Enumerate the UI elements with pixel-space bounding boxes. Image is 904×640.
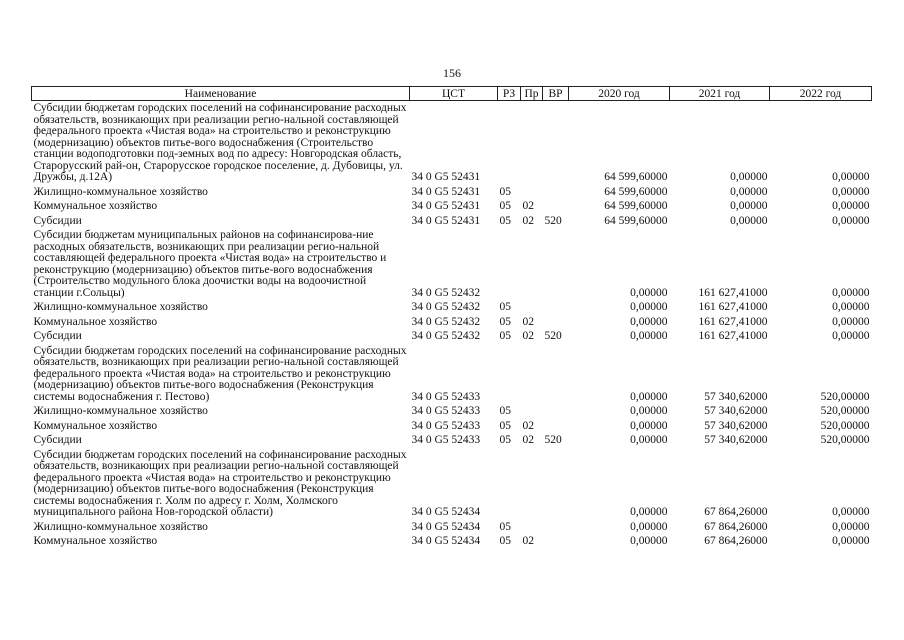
table-row	[32, 228, 872, 300]
row-2020-cell: 0,00000	[630, 315, 668, 328]
row-2021-cell: 57 340,62000	[704, 434, 768, 446]
row-2022-cell: 0,00000	[832, 315, 870, 328]
row-rz-cell: 05	[499, 185, 511, 198]
row-cst-cell: 34 0 G5 52434	[411, 506, 481, 518]
table-row	[32, 534, 872, 549]
table-row	[32, 404, 872, 419]
table-header-row	[32, 87, 872, 101]
row-2020-cell: 0,00000	[630, 286, 668, 299]
row-rz-cell: 05	[499, 419, 511, 432]
budget-table	[31, 86, 872, 549]
row-2022-cell: 0,00000	[832, 301, 870, 313]
row-2022-cell: 520,00000	[820, 390, 870, 403]
row-name-cell: Субсидии бюджетам городских поселений на софинансирование расходных обязательств, возникающих при реализации регио-нальной составляющей федерального проекта «Чистая вода» на строительство и реконструкцию (модернизацию) объектов питье-вого водоснабжения (Реконструкция системы водоснабжения г. Холм по адресу г. Холм, Холмского муниципального района Нов-городской области)	[33, 448, 407, 518]
row-2022-cell: 0,00000	[832, 200, 870, 212]
row-name-cell: Субсидии	[33, 434, 82, 446]
row-cst-cell: 34 0 G5 52432	[411, 301, 481, 313]
row-vr-cell	[543, 448, 569, 520]
row-cst-cell: 34 0 G5 52434	[411, 535, 481, 547]
row-2021-cell: 0,00000	[730, 200, 768, 212]
row-cst-cell: 34 0 G5 52433	[411, 434, 481, 446]
row-pr-cell: 02	[522, 434, 534, 446]
table-row	[32, 448, 872, 520]
column-header-name: Наименование	[32, 87, 410, 101]
row-2021-cell: 57 340,62000	[704, 419, 768, 432]
row-pr-cell: 02	[522, 330, 534, 342]
row-vr-cell: 520	[544, 434, 562, 446]
row-pr-cell: 02	[522, 200, 534, 212]
row-2020-cell: 0,00000	[630, 419, 668, 432]
row-name-cell: Коммунальное хозяйство	[33, 535, 158, 547]
row-vr-cell	[543, 185, 569, 200]
row-rz-cell	[498, 448, 521, 520]
row-rz-cell: 05	[499, 434, 511, 446]
row-name-cell: Субсидии бюджетам городских поселений на софинансирование расходных обязательств, возникающих при реализации регио-нальной составляющей федерального проекта «Чистая вода» на строительство и реконструкцию (модернизацию) объектов питье-вого водоснабжения (Реконструкция системы водоснабжения г. Пестово)	[33, 344, 407, 403]
row-vr-cell	[543, 101, 569, 185]
row-rz-cell: 05	[499, 315, 511, 328]
table-row	[32, 300, 872, 315]
table-body	[32, 101, 872, 549]
row-2020-cell: 0,00000	[630, 506, 668, 518]
page-number: 156	[443, 66, 461, 80]
row-name-cell: Субсидии	[33, 214, 82, 227]
column-header-cst: ЦСТ	[410, 87, 498, 101]
row-2020-cell: 0,00000	[630, 405, 668, 417]
row-name-cell: Субсидии	[33, 330, 82, 342]
row-2022-cell: 0,00000	[832, 330, 870, 342]
row-name-cell: Коммунальное хозяйство	[33, 200, 158, 212]
row-rz-cell: 05	[499, 301, 511, 313]
row-cst-cell: 34 0 G5 52432	[411, 330, 481, 342]
column-header-vr: ВР	[543, 87, 569, 101]
column-header-pr: Пр	[521, 87, 543, 101]
row-vr-cell: 520	[544, 214, 562, 227]
row-2021-cell: 0,00000	[730, 185, 768, 198]
row-name-cell: Жилищно-коммунальное хозяйство	[33, 185, 208, 198]
table-row	[32, 185, 872, 200]
row-rz-cell	[498, 228, 521, 300]
row-2021-cell: 67 864,26000	[704, 535, 768, 547]
row-cst-cell: 34 0 G5 52434	[411, 520, 481, 533]
row-cst-cell: 34 0 G5 52431	[411, 200, 481, 212]
row-cst-cell: 34 0 G5 52432	[411, 315, 481, 328]
row-2021-cell: 57 340,62000	[704, 390, 768, 403]
row-2020-cell: 64 599,60000	[604, 214, 668, 227]
table-row	[32, 329, 872, 344]
table-row	[32, 419, 872, 434]
row-2022-cell: 0,00000	[832, 171, 870, 183]
row-2022-cell: 0,00000	[832, 535, 870, 547]
row-2021-cell: 67 864,26000	[704, 506, 768, 518]
row-rz-cell: 05	[499, 535, 511, 547]
row-2021-cell: 67 864,26000	[704, 520, 768, 533]
column-header-rz: РЗ	[498, 87, 521, 101]
row-2020-cell: 0,00000	[630, 390, 668, 403]
row-name-cell: Субсидии бюджетам городских поселений на софинансирование расходных обязательств, возникающих при реализации регио-нальной составляющей федерального проекта «Чистая вода» на строительство и реконструкцию (модернизацию) объектов питье-вого водоснабжения (Строительство станции водоподготовки под-земных вод по адресу: Новгородская область, Старорусский рай-он, Старорусское городское поселение, д. Дубовицы, ул. Дружбы, д.12А)	[33, 102, 407, 183]
row-rz-cell: 05	[499, 200, 511, 212]
row-2022-cell: 520,00000	[820, 419, 870, 432]
row-pr-cell	[521, 101, 543, 185]
row-2022-cell: 520,00000	[820, 434, 870, 446]
row-cst-cell: 34 0 G5 52431	[411, 185, 481, 198]
row-rz-cell: 05	[499, 520, 511, 533]
row-vr-cell	[543, 344, 569, 405]
row-rz-cell: 05	[499, 405, 511, 417]
table-row	[32, 433, 872, 448]
row-rz-cell: 05	[499, 330, 511, 342]
row-2021-cell: 57 340,62000	[704, 405, 768, 417]
row-name-cell: Коммунальное хозяйство	[33, 315, 158, 328]
table-row	[32, 214, 872, 229]
row-pr-cell	[521, 300, 543, 315]
row-2020-cell: 0,00000	[630, 301, 668, 313]
table-row	[32, 520, 872, 535]
row-2020-cell: 0,00000	[630, 535, 668, 547]
row-pr-cell: 02	[522, 214, 534, 227]
row-2020-cell: 0,00000	[630, 434, 668, 446]
row-2020-cell: 64 599,60000	[604, 200, 668, 212]
row-2021-cell: 161 627,41000	[698, 330, 768, 342]
row-rz-cell	[498, 101, 521, 185]
row-cst-cell: 34 0 G5 52431	[411, 214, 481, 227]
row-cst-cell: 34 0 G5 52432	[411, 286, 481, 299]
table-row	[32, 344, 872, 405]
row-2020-cell: 0,00000	[630, 330, 668, 342]
row-pr-cell	[521, 185, 543, 200]
row-vr-cell	[543, 315, 569, 330]
row-vr-cell	[543, 300, 569, 315]
row-2022-cell: 0,00000	[832, 506, 870, 518]
table-row	[32, 101, 872, 185]
row-2022-cell: 0,00000	[832, 214, 870, 227]
row-pr-cell: 02	[522, 535, 534, 547]
row-cst-cell: 34 0 G5 52433	[411, 405, 481, 417]
row-vr-cell	[543, 228, 569, 300]
row-2022-cell: 0,00000	[832, 185, 870, 198]
row-name-cell: Жилищно-коммунальное хозяйство	[33, 301, 208, 313]
row-vr-cell	[543, 419, 569, 434]
row-2020-cell: 0,00000	[630, 520, 668, 533]
row-pr-cell	[521, 228, 543, 300]
row-name-cell: Жилищно-коммунальное хозяйство	[33, 520, 208, 533]
row-2022-cell: 0,00000	[832, 286, 870, 299]
row-2021-cell: 161 627,41000	[698, 315, 768, 328]
row-2022-cell: 0,00000	[832, 520, 870, 533]
row-pr-cell	[521, 448, 543, 520]
row-vr-cell	[543, 199, 569, 214]
row-vr-cell	[543, 520, 569, 535]
table-row	[32, 199, 872, 214]
row-vr-cell	[543, 534, 569, 549]
row-2020-cell: 64 599,60000	[604, 185, 668, 198]
row-pr-cell: 02	[522, 419, 534, 432]
row-2021-cell: 161 627,41000	[698, 301, 768, 313]
row-cst-cell: 34 0 G5 52431	[411, 171, 481, 183]
row-vr-cell: 520	[544, 330, 562, 342]
row-cst-cell: 34 0 G5 52433	[411, 390, 481, 403]
row-name-cell: Коммунальное хозяйство	[33, 419, 158, 432]
row-name-cell: Жилищно-коммунальное хозяйство	[33, 405, 208, 417]
column-header-2020: 2020 год	[569, 87, 670, 101]
column-header-2021: 2021 год	[670, 87, 770, 101]
row-2021-cell: 0,00000	[730, 171, 768, 183]
row-2022-cell: 520,00000	[820, 405, 870, 417]
row-name-cell: Субсидии бюджетам муниципальных районов на софинансирова-ние расходных обязательств, возникающих при реализации регио-нальной составляющей федерального проекта «Чистая вода» на строительство и реконструкцию (модернизацию) объектов питье-вого водоснабжения (Строительство модульного блока доочистки воды на водоочистной станции г.Сольцы)	[33, 229, 387, 299]
row-pr-cell	[521, 404, 543, 419]
row-2020-cell: 64 599,60000	[604, 171, 668, 183]
row-rz-cell: 05	[499, 214, 511, 227]
row-vr-cell	[543, 404, 569, 419]
row-2021-cell: 161 627,41000	[698, 286, 768, 299]
row-rz-cell	[498, 344, 521, 405]
table-row	[32, 315, 872, 330]
row-cst-cell: 34 0 G5 52433	[411, 419, 481, 432]
row-pr-cell	[521, 520, 543, 535]
row-pr-cell: 02	[522, 315, 534, 328]
row-pr-cell	[521, 344, 543, 405]
column-header-2022: 2022 год	[770, 87, 872, 101]
row-2021-cell: 0,00000	[730, 214, 768, 227]
